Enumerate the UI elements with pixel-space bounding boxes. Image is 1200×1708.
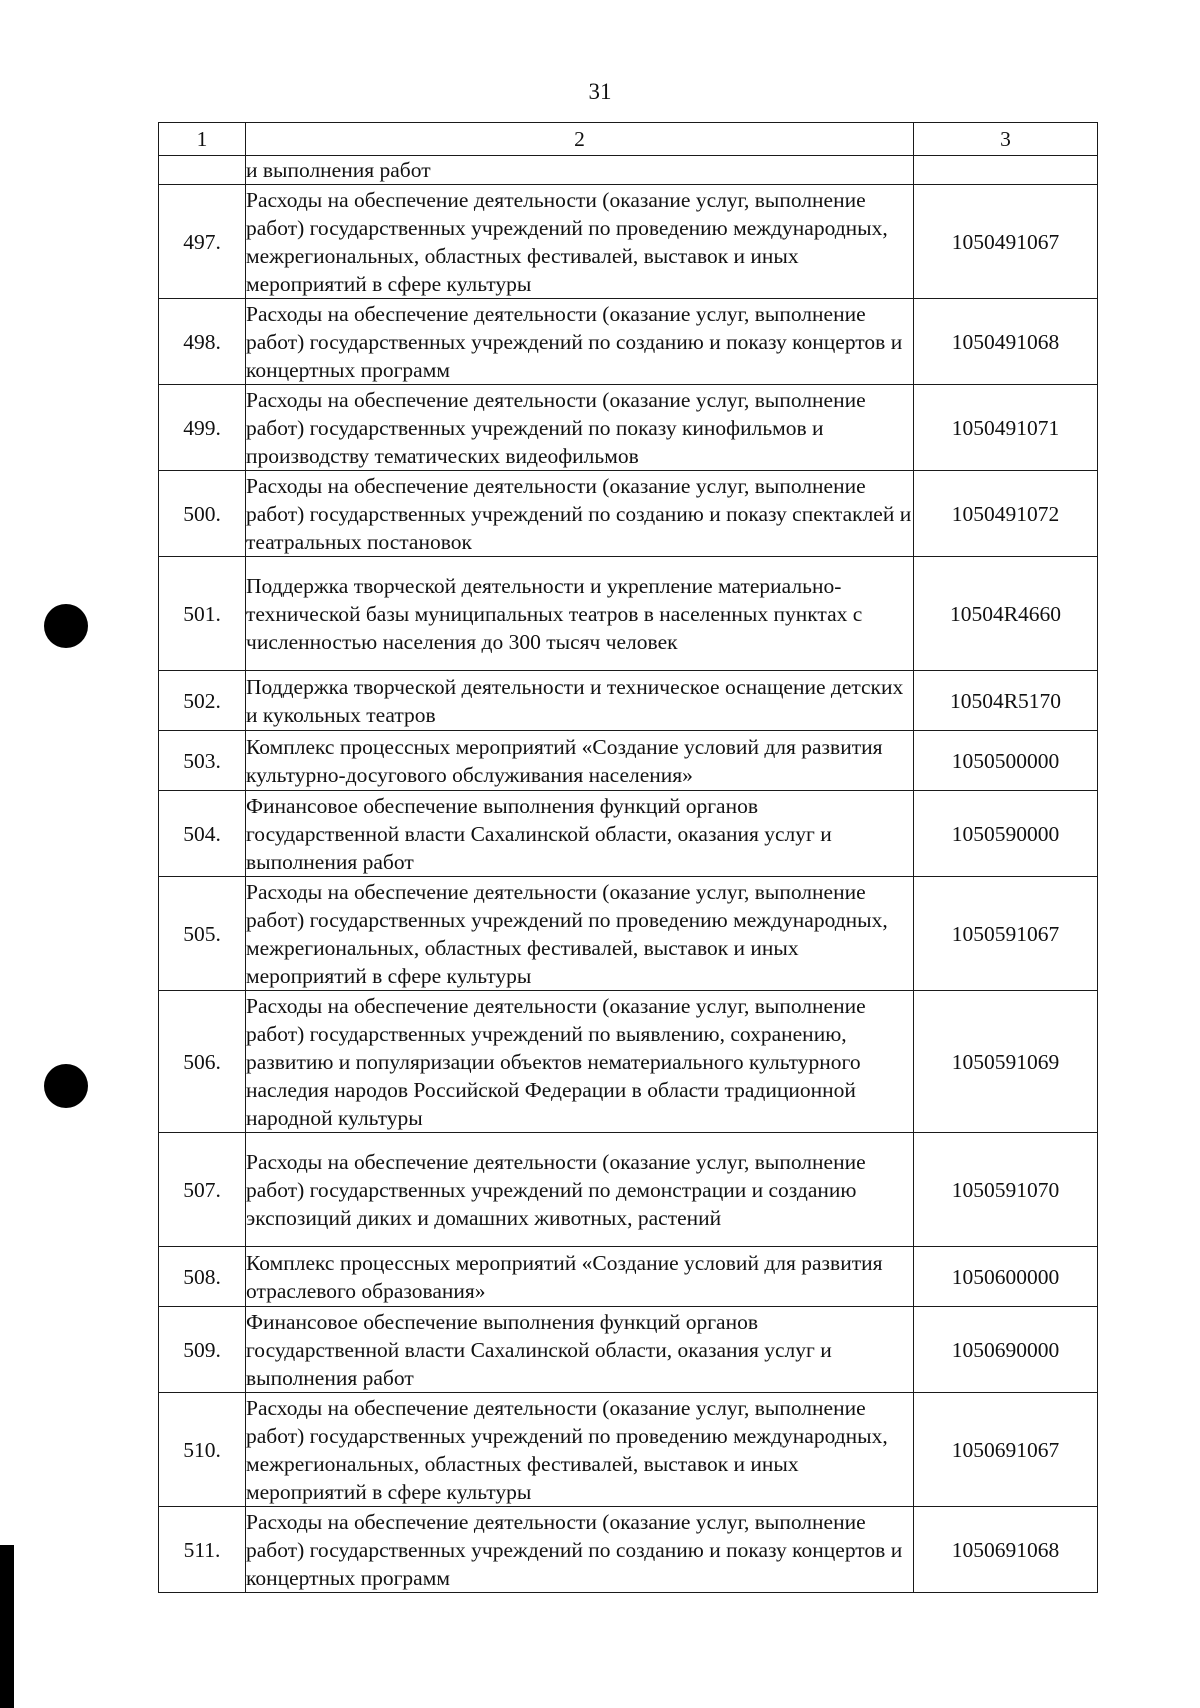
row-number: 499.	[159, 385, 246, 471]
row-description: Финансовое обеспечение выполнения функций органов государственной власти Сахалинской области, оказания услуг и выполнения работ	[246, 1307, 914, 1393]
row-number: 511.	[159, 1507, 246, 1593]
column-header-2: 2	[246, 123, 914, 156]
row-code: 1050690000	[914, 1307, 1098, 1393]
table-row	[159, 185, 1098, 299]
page-number: 31	[588, 79, 612, 104]
row-description: Расходы на обеспечение деятельности (оказание услуг, выполнение работ) государственных учреждений по созданию и показу концертов и концертных программ	[246, 1507, 914, 1593]
row-code: 1050491068	[914, 299, 1098, 385]
table-row	[159, 299, 1098, 385]
row-number: 510.	[159, 1393, 246, 1507]
table-row	[159, 1507, 1098, 1593]
row-number: 504.	[159, 791, 246, 877]
row-number: 500.	[159, 471, 246, 557]
row-number: 507.	[159, 1133, 246, 1247]
row-number: 506.	[159, 991, 246, 1133]
table-row	[159, 1393, 1098, 1507]
row-code: 1050591067	[914, 877, 1098, 991]
row-code: 1050691067	[914, 1393, 1098, 1507]
row-description: Расходы на обеспечение деятельности (оказание услуг, выполнение работ) государственных учреждений по демонстрации и созданию экспозиций диких и домашних животных, растений	[246, 1133, 914, 1247]
row-description: Расходы на обеспечение деятельности (оказание услуг, выполнение работ) государственных учреждений по выявлению, сохранению, развитию и популяризации объектов нематериального культурного наследия народов Российской Федерации в области традиционной народной культуры	[246, 991, 914, 1133]
header-row	[159, 123, 1098, 156]
column-header-1: 1	[159, 123, 246, 156]
row-code: 1050500000	[914, 731, 1098, 791]
row-number	[159, 156, 246, 185]
row-number: 501.	[159, 557, 246, 671]
table-row	[159, 156, 1098, 185]
scan-edge-mark	[0, 1545, 14, 1708]
row-code: 1050591069	[914, 991, 1098, 1133]
table-row	[159, 877, 1098, 991]
row-description: Расходы на обеспечение деятельности (оказание услуг, выполнение работ) государственных учреждений по проведению международных, межрегиональных, областных фестивалей, выставок и иных мероприятий в сфере культуры	[246, 877, 914, 991]
row-code: 1050491071	[914, 385, 1098, 471]
row-code: 10504R4660	[914, 557, 1098, 671]
row-number: 502.	[159, 671, 246, 731]
row-description: Расходы на обеспечение деятельности (оказание услуг, выполнение работ) государственных учреждений по созданию и показу спектаклей и театральных постановок	[246, 471, 914, 557]
row-description: Комплекс процессных мероприятий «Создание условий для развития отраслевого образования»	[246, 1247, 914, 1307]
row-code	[914, 156, 1098, 185]
row-code: 10504R5170	[914, 671, 1098, 731]
table-row	[159, 731, 1098, 791]
row-number: 498.	[159, 299, 246, 385]
row-number: 508.	[159, 1247, 246, 1307]
table-row	[159, 791, 1098, 877]
table-row	[159, 671, 1098, 731]
table-row	[159, 1307, 1098, 1393]
table-row	[159, 557, 1098, 671]
punch-hole-top	[44, 604, 88, 648]
row-code: 1050491072	[914, 471, 1098, 557]
row-code: 1050600000	[914, 1247, 1098, 1307]
row-description: Расходы на обеспечение деятельности (оказание услуг, выполнение работ) государственных учреждений по проведению международных, межрегиональных, областных фестивалей, выставок и иных мероприятий в сфере культуры	[246, 1393, 914, 1507]
row-number: 503.	[159, 731, 246, 791]
table-row	[159, 471, 1098, 557]
row-description: Поддержка творческой деятельности и техническое оснащение детских и кукольных театров	[246, 671, 914, 731]
table-row	[159, 1247, 1098, 1307]
table-row	[159, 991, 1098, 1133]
column-header-3: 3	[914, 123, 1098, 156]
row-code: 1050691068	[914, 1507, 1098, 1593]
row-number: 497.	[159, 185, 246, 299]
row-description: Расходы на обеспечение деятельности (оказание услуг, выполнение работ) государственных учреждений по показу кинофильмов и производству тематических видеофильмов	[246, 385, 914, 471]
row-description: Поддержка творческой деятельности и укрепление материально-технической базы муниципальных театров в населенных пунктах с численностью населения до 300 тысяч человек	[246, 557, 914, 671]
punch-hole-bottom	[44, 1064, 88, 1108]
row-description: Расходы на обеспечение деятельности (оказание услуг, выполнение работ) государственных учреждений по проведению международных, межрегиональных, областных фестивалей, выставок и иных мероприятий в сфере культуры	[246, 185, 914, 299]
row-description: и выполнения работ	[246, 156, 914, 185]
row-number: 509.	[159, 1307, 246, 1393]
row-description: Финансовое обеспечение выполнения функций органов государственной власти Сахалинской области, оказания услуг и выполнения работ	[246, 791, 914, 877]
table-row	[159, 385, 1098, 471]
budget-code-table	[158, 122, 1098, 1593]
row-code: 1050491067	[914, 185, 1098, 299]
row-code: 1050591070	[914, 1133, 1098, 1247]
row-description: Комплекс процессных мероприятий «Создание условий для развития культурно-досугового обслуживания населения»	[246, 731, 914, 791]
row-number: 505.	[159, 877, 246, 991]
row-code: 1050590000	[914, 791, 1098, 877]
row-description: Расходы на обеспечение деятельности (оказание услуг, выполнение работ) государственных учреждений по созданию и показу концертов и концертных программ	[246, 299, 914, 385]
table-row	[159, 1133, 1098, 1247]
